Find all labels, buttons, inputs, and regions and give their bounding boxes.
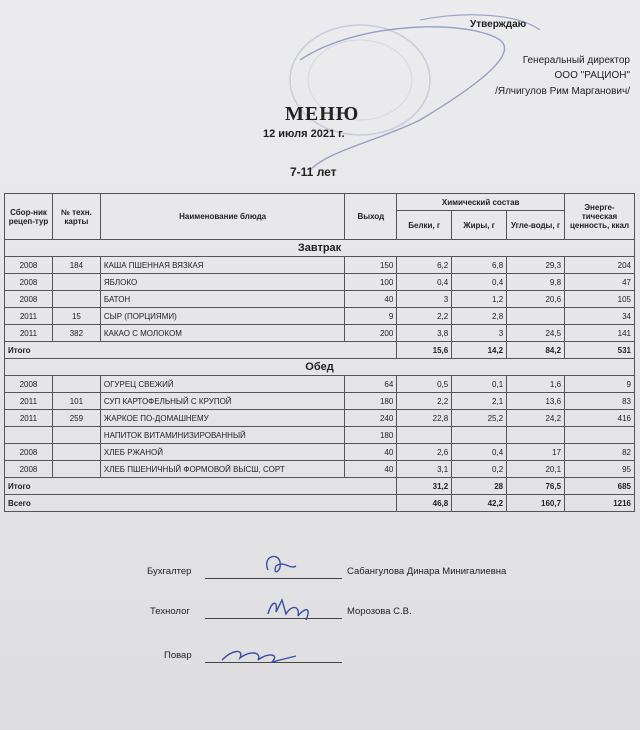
total-row [5, 495, 635, 512]
energy-cell: 416 [565, 410, 635, 427]
yield-cell: 40 [345, 291, 397, 308]
carbs-cell: 1,6 [507, 376, 565, 393]
table-row [5, 291, 635, 308]
header-collection: Сбор-ник рецеп-тур [5, 194, 53, 240]
total-protein: 46,8 [397, 495, 452, 512]
energy-cell: 34 [565, 308, 635, 325]
collection-cell: 2011 [5, 393, 53, 410]
card-cell: 184 [52, 257, 100, 274]
card-cell: 101 [52, 393, 100, 410]
header-card: № техн. карты [52, 194, 100, 240]
accountant-signature-line [205, 578, 342, 579]
total-carbs: 84,2 [507, 342, 565, 359]
total-row [5, 342, 635, 359]
total-label: Итого [5, 342, 397, 359]
yield-cell: 40 [345, 461, 397, 478]
section-row [5, 240, 635, 257]
total-energy: 531 [565, 342, 635, 359]
carbs-cell: 13,6 [507, 393, 565, 410]
approval-company: ООО "РАЦИОН" [554, 70, 630, 81]
header-chem: Химический состав [397, 194, 565, 211]
protein-cell: 3 [397, 291, 452, 308]
total-fat: 42,2 [452, 495, 507, 512]
fat-cell: 3 [452, 325, 507, 342]
card-cell [52, 274, 100, 291]
accountant-name: Сабангулова Динара Минигалиевна [347, 566, 507, 577]
total-carbs: 160,7 [507, 495, 565, 512]
protein-cell: 3,8 [397, 325, 452, 342]
dish-cell: ЖАРКОЕ ПО-ДОМАШНЕМУ [100, 410, 345, 427]
carbs-cell: 24,5 [507, 325, 565, 342]
dish-cell: ХЛЕБ РЖАНОЙ [100, 444, 345, 461]
collection-cell: 2011 [5, 325, 53, 342]
protein-cell: 2,2 [397, 393, 452, 410]
yield-cell: 100 [345, 274, 397, 291]
energy-cell: 204 [565, 257, 635, 274]
dish-cell: ХЛЕБ ПШЕНИЧНЫЙ ФОРМОВОЙ ВЫСШ, СОРТ [100, 461, 345, 478]
energy-cell: 141 [565, 325, 635, 342]
carbs-cell [507, 427, 565, 444]
protein-cell: 0,5 [397, 376, 452, 393]
card-cell: 382 [52, 325, 100, 342]
menu-table [4, 193, 635, 512]
energy-cell: 105 [565, 291, 635, 308]
yield-cell: 9 [345, 308, 397, 325]
total-label: Итого [5, 478, 397, 495]
fat-cell [452, 427, 507, 444]
accountant-label: Бухгалтер [147, 566, 192, 577]
table-row [5, 376, 635, 393]
yield-cell: 150 [345, 257, 397, 274]
age-group: 7-11 лет [290, 165, 337, 179]
collection-cell: 2008 [5, 444, 53, 461]
cook-signature-line [205, 662, 342, 663]
card-cell [52, 427, 100, 444]
total-energy: 1216 [565, 495, 635, 512]
table-row [5, 308, 635, 325]
total-fat: 14,2 [452, 342, 507, 359]
total-energy: 685 [565, 478, 635, 495]
technologist-signature-line [205, 618, 342, 619]
approval-heading: Утверждаю [470, 19, 527, 30]
header-dish: Наименование блюда [100, 194, 345, 240]
fat-cell: 2,8 [452, 308, 507, 325]
collection-cell: 2008 [5, 257, 53, 274]
yield-cell: 40 [345, 444, 397, 461]
dish-cell: БАТОН [100, 291, 345, 308]
dish-cell: КАША ПШЕННАЯ ВЯЗКАЯ [100, 257, 345, 274]
technologist-name: Морозова С.В. [347, 606, 412, 617]
protein-cell [397, 427, 452, 444]
card-cell [52, 376, 100, 393]
card-cell: 259 [52, 410, 100, 427]
energy-cell: 82 [565, 444, 635, 461]
fat-cell: 1,2 [452, 291, 507, 308]
card-cell [52, 461, 100, 478]
energy-cell: 83 [565, 393, 635, 410]
table-row [5, 444, 635, 461]
carbs-cell: 29,3 [507, 257, 565, 274]
header-protein: Белки, г [397, 211, 452, 240]
total-carbs: 76,5 [507, 478, 565, 495]
dish-cell: СУП КАРТОФЕЛЬНЫЙ С КРУПОЙ [100, 393, 345, 410]
collection-cell: 2008 [5, 376, 53, 393]
protein-cell: 0,4 [397, 274, 452, 291]
total-fat: 28 [452, 478, 507, 495]
protein-cell: 2,6 [397, 444, 452, 461]
card-cell [52, 444, 100, 461]
carbs-cell: 17 [507, 444, 565, 461]
card-cell: 15 [52, 308, 100, 325]
dish-cell: ОГУРЕЦ СВЕЖИЙ [100, 376, 345, 393]
total-protein: 15,6 [397, 342, 452, 359]
yield-cell: 180 [345, 427, 397, 444]
protein-cell: 22,8 [397, 410, 452, 427]
dish-cell: ЯБЛОКО [100, 274, 345, 291]
fat-cell: 0,4 [452, 444, 507, 461]
table-row [5, 274, 635, 291]
energy-cell: 47 [565, 274, 635, 291]
protein-cell: 3,1 [397, 461, 452, 478]
protein-cell: 2,2 [397, 308, 452, 325]
carbs-cell: 9,8 [507, 274, 565, 291]
table-row [5, 257, 635, 274]
yield-cell: 240 [345, 410, 397, 427]
energy-cell: 9 [565, 376, 635, 393]
fat-cell: 25,2 [452, 410, 507, 427]
approval-position: Генеральный директор [522, 55, 630, 66]
yield-cell: 180 [345, 393, 397, 410]
total-label: Всего [5, 495, 397, 512]
collection-cell [5, 427, 53, 444]
total-row [5, 478, 635, 495]
fat-cell: 2,1 [452, 393, 507, 410]
card-cell [52, 291, 100, 308]
technologist-label: Технолог [150, 606, 190, 617]
header-yield: Выход [345, 194, 397, 240]
header-carbs: Угле-воды, г [507, 211, 565, 240]
menu-date: 12 июля 2021 г. [263, 128, 345, 140]
energy-cell: 95 [565, 461, 635, 478]
page-title: МЕНЮ [285, 103, 360, 125]
fat-cell: 0,2 [452, 461, 507, 478]
table-row [5, 393, 635, 410]
protein-cell: 6,2 [397, 257, 452, 274]
carbs-cell: 24,2 [507, 410, 565, 427]
table-row [5, 410, 635, 427]
collection-cell: 2008 [5, 274, 53, 291]
header-energy: Энерге-тическая ценность, ккал [565, 194, 635, 240]
carbs-cell [507, 308, 565, 325]
section-row [5, 359, 635, 376]
dish-cell: НАПИТОК ВИТАМИНИЗИРОВАННЫЙ [100, 427, 345, 444]
fat-cell: 0,1 [452, 376, 507, 393]
collection-cell: 2011 [5, 410, 53, 427]
energy-cell [565, 427, 635, 444]
collection-cell: 2011 [5, 308, 53, 325]
approval-signer: /Ялчигулов Рим Марганович/ [495, 86, 630, 97]
table-row [5, 461, 635, 478]
total-protein: 31,2 [397, 478, 452, 495]
section-label: Завтрак [5, 240, 635, 257]
carbs-cell: 20,6 [507, 291, 565, 308]
collection-cell: 2008 [5, 461, 53, 478]
fat-cell: 6,8 [452, 257, 507, 274]
collection-cell: 2008 [5, 291, 53, 308]
table-row [5, 325, 635, 342]
cook-label: Повар [164, 650, 192, 661]
header-fat: Жиры, г [452, 211, 507, 240]
yield-cell: 200 [345, 325, 397, 342]
table-row [5, 427, 635, 444]
yield-cell: 64 [345, 376, 397, 393]
dish-cell: СЫР (ПОРЦИЯМИ) [100, 308, 345, 325]
dish-cell: КАКАО С МОЛОКОМ [100, 325, 345, 342]
section-label: Обед [5, 359, 635, 376]
carbs-cell: 20,1 [507, 461, 565, 478]
fat-cell: 0,4 [452, 274, 507, 291]
